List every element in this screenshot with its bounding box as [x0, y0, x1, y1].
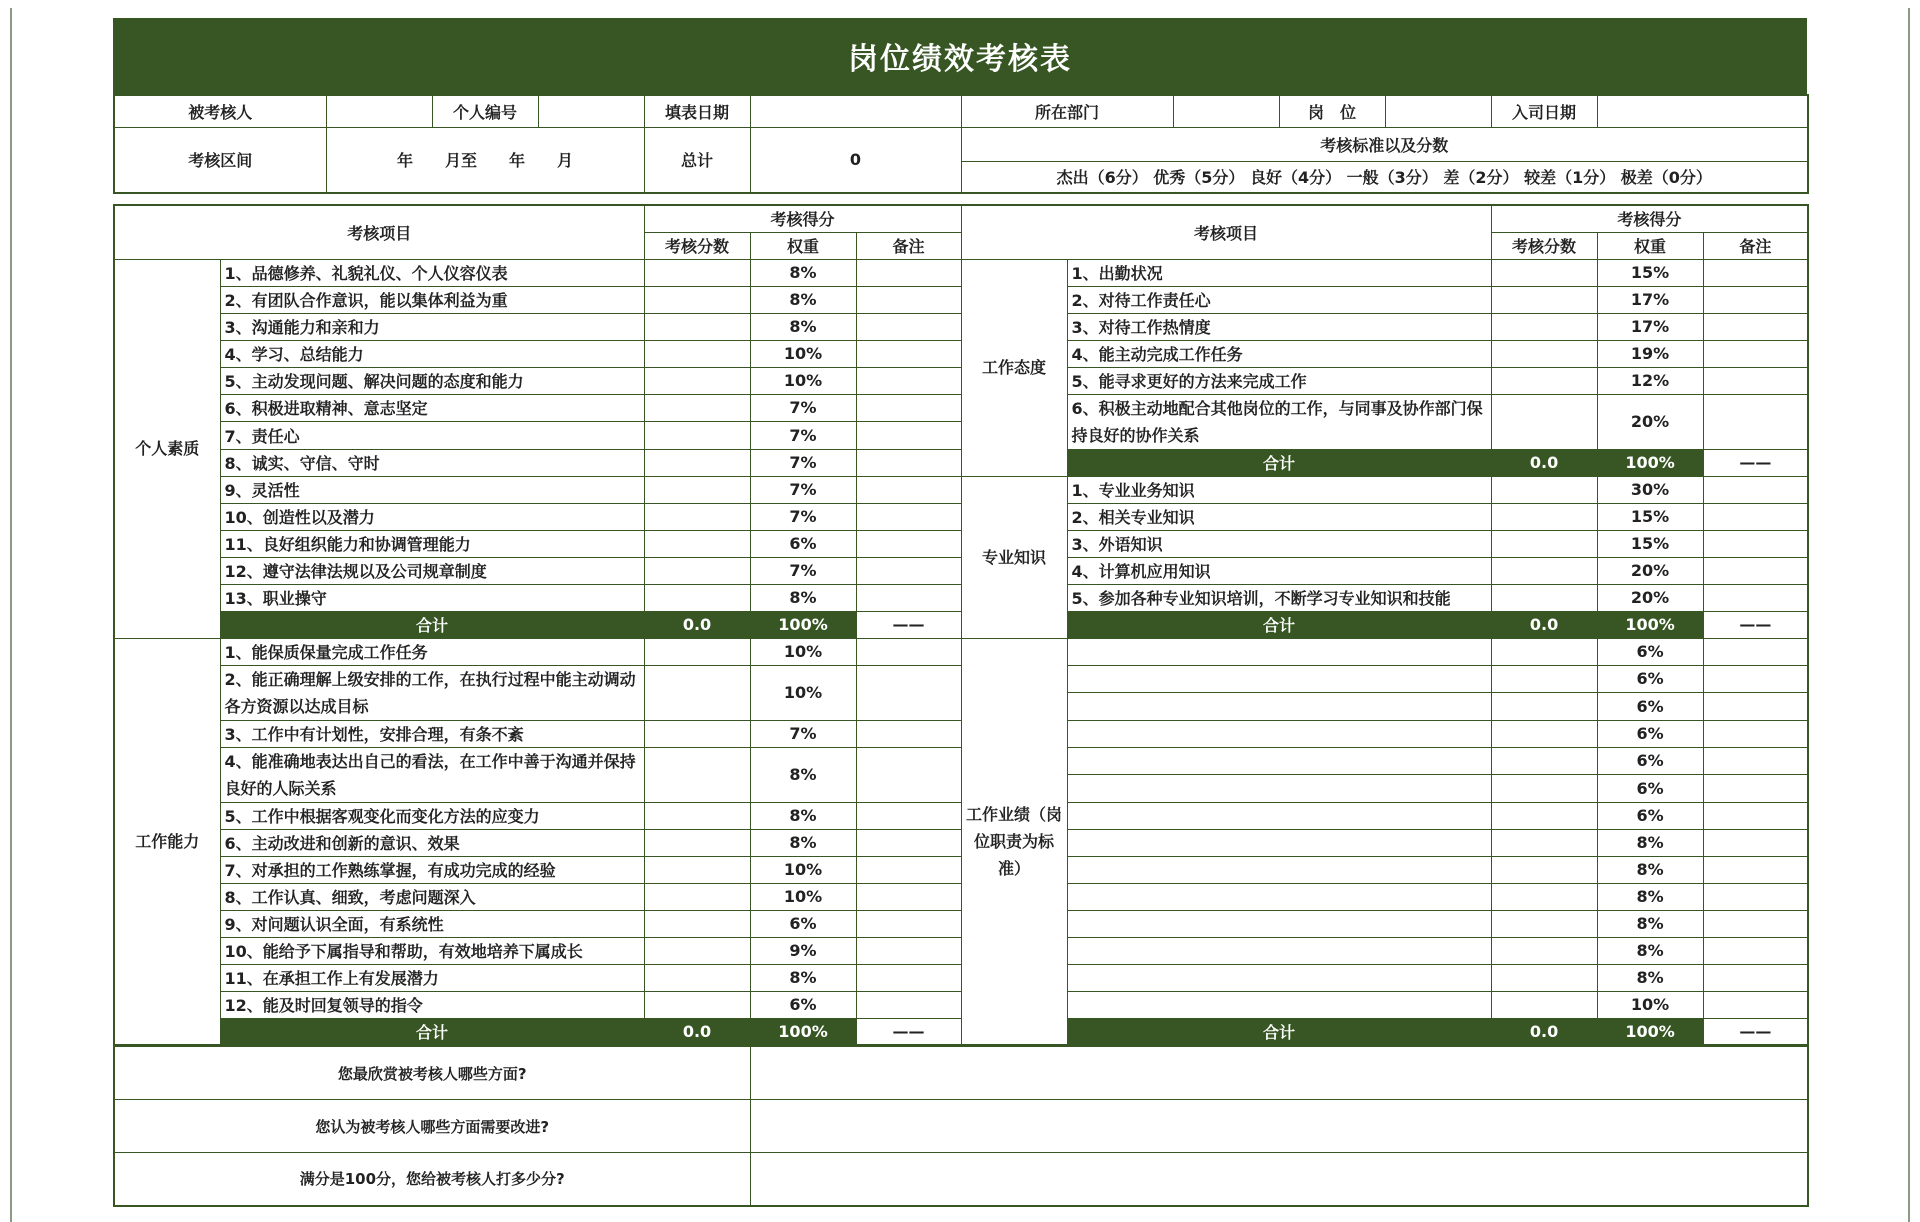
note-input[interactable] — [1703, 530, 1808, 557]
right-knowledge-sum-label: 合计 — [1067, 611, 1491, 638]
right-performance-sum-note: —— — [1703, 1018, 1808, 1045]
criterion-label: 11、在承担工作上有发展潜力 — [220, 964, 644, 991]
criterion-input[interactable] — [1067, 638, 1491, 665]
score-input[interactable] — [644, 476, 750, 503]
evaluation-body — [114, 205, 1808, 1045]
weight-value: 6% — [1597, 638, 1703, 665]
score-input[interactable] — [644, 503, 750, 530]
criterion-label: 5、能寻求更好的方法来完成工作 — [1067, 367, 1491, 394]
score-input[interactable] — [644, 638, 750, 665]
note-input[interactable] — [1703, 557, 1808, 584]
score-input[interactable] — [644, 883, 750, 910]
weight-value: 8% — [750, 829, 856, 856]
weight-value: 8% — [750, 802, 856, 829]
note-input[interactable] — [1703, 367, 1808, 394]
note-input[interactable] — [1703, 720, 1808, 747]
table-row — [114, 1018, 1808, 1045]
note-input[interactable] — [856, 910, 961, 937]
score-input[interactable] — [1491, 313, 1597, 340]
table-row — [114, 313, 1808, 340]
table-row — [114, 720, 1808, 747]
score-input[interactable] — [644, 991, 750, 1018]
score-input[interactable] — [1491, 937, 1597, 964]
score-input[interactable] — [1491, 883, 1597, 910]
table-row — [114, 937, 1808, 964]
score-input[interactable] — [644, 964, 750, 991]
weight-value: 8% — [1597, 883, 1703, 910]
criterion-input[interactable] — [1067, 910, 1491, 937]
fill-date-field[interactable] — [750, 95, 961, 127]
note-input[interactable] — [856, 503, 961, 530]
weight-value: 6% — [1597, 693, 1703, 721]
criterion-label: 2、对待工作责任心 — [1067, 286, 1491, 313]
criterion-input[interactable] — [1067, 747, 1491, 775]
left-personal-sum-weight: 100% — [750, 611, 856, 638]
note-input[interactable] — [856, 747, 961, 802]
left-ability-sum-weight: 100% — [750, 1018, 856, 1045]
note-input[interactable] — [856, 665, 961, 720]
note-input[interactable] — [856, 584, 961, 611]
note-input[interactable] — [856, 367, 961, 394]
score-input[interactable] — [644, 530, 750, 557]
criterion-input[interactable] — [1067, 829, 1491, 856]
table-row — [114, 856, 1808, 883]
right-category-label: 工作态度 — [961, 259, 1067, 476]
score-input[interactable] — [644, 557, 750, 584]
criterion-label: 7、责任心 — [220, 422, 644, 450]
total-value: 0 — [750, 127, 961, 193]
score-input[interactable] — [644, 910, 750, 937]
table-row — [114, 964, 1808, 991]
criterion-label: 8、诚实、守信、守时 — [220, 449, 644, 476]
table-row — [114, 557, 1808, 584]
weight-value: 8% — [1597, 937, 1703, 964]
note-input[interactable] — [856, 964, 961, 991]
weight-value: 8% — [750, 964, 856, 991]
criterion-label: 1、出勤状况 — [1067, 259, 1491, 286]
weight-value: 6% — [1597, 665, 1703, 693]
score-input[interactable] — [1491, 747, 1597, 775]
right-score-header: 考核分数 — [1491, 232, 1597, 259]
criterion-label: 4、学习、总结能力 — [220, 340, 644, 367]
left-note-header: 备注 — [856, 232, 961, 259]
weight-value: 6% — [1597, 747, 1703, 775]
table-row — [114, 910, 1808, 937]
note-input[interactable] — [1703, 503, 1808, 530]
evaluation-table — [113, 204, 1809, 1046]
score-input[interactable] — [1491, 286, 1597, 313]
note-input[interactable] — [856, 883, 961, 910]
note-input[interactable] — [856, 530, 961, 557]
weight-value: 7% — [750, 449, 856, 476]
note-input[interactable] — [1703, 693, 1808, 721]
weight-value: 7% — [750, 503, 856, 530]
note-input[interactable] — [856, 476, 961, 503]
note-input[interactable] — [856, 829, 961, 856]
note-input[interactable] — [856, 286, 961, 313]
note-input[interactable] — [856, 557, 961, 584]
dept-label: 所在部门 — [961, 95, 1173, 127]
table-row — [114, 503, 1808, 530]
table-row — [114, 476, 1808, 503]
dept-field[interactable] — [1173, 95, 1279, 127]
criterion-label: 3、沟通能力和亲和力 — [220, 313, 644, 340]
note-input[interactable] — [856, 802, 961, 829]
left-personal-sum-score: 0.0 — [644, 611, 750, 638]
table-row — [114, 367, 1808, 394]
weight-value: 8% — [1597, 964, 1703, 991]
fill-date-label: 填表日期 — [644, 95, 750, 127]
weight-value: 6% — [1597, 720, 1703, 747]
weight-value: 10% — [750, 665, 856, 720]
weight-value: 8% — [1597, 856, 1703, 883]
table-row — [114, 394, 1808, 422]
table-row — [114, 991, 1808, 1018]
note-input[interactable] — [1703, 910, 1808, 937]
weight-value: 7% — [750, 476, 856, 503]
table-row — [114, 883, 1808, 910]
weight-value: 17% — [1597, 286, 1703, 313]
criterion-label: 3、工作中有计划性，安排合理，有条不紊 — [220, 720, 644, 747]
criterion-label: 12、能及时回复领导的指令 — [220, 991, 644, 1018]
weight-value: 10% — [750, 856, 856, 883]
weight-value: 19% — [1597, 340, 1703, 367]
weight-value: 8% — [750, 313, 856, 340]
join-date-field[interactable] — [1597, 95, 1808, 127]
left-score-header: 考核分数 — [644, 232, 750, 259]
left-personal-sum-note: —— — [856, 611, 961, 638]
standard-title: 考核标准以及分数 — [961, 127, 1808, 161]
right-knowledge-sum-weight: 100% — [1597, 611, 1703, 638]
weight-value: 8% — [750, 259, 856, 286]
note-input[interactable] — [1703, 286, 1808, 313]
weight-value: 20% — [1597, 394, 1703, 449]
criterion-input[interactable] — [1067, 802, 1491, 829]
criterion-label: 10、创造性以及潜力 — [220, 503, 644, 530]
examinee-field[interactable] — [326, 95, 432, 127]
table-row — [114, 530, 1808, 557]
note-input[interactable] — [1703, 856, 1808, 883]
score-input[interactable] — [644, 720, 750, 747]
weight-value: 6% — [1597, 775, 1703, 803]
criterion-label: 2、相关专业知识 — [1067, 503, 1491, 530]
note-input[interactable] — [856, 991, 961, 1018]
feedback-question-2: 您认为被考核人哪些方面需要改进? — [114, 1100, 750, 1153]
weight-value: 7% — [750, 720, 856, 747]
right-attitude-sum-weight: 100% — [1597, 449, 1703, 476]
weight-value: 6% — [750, 991, 856, 1018]
score-input[interactable] — [644, 802, 750, 829]
score-input[interactable] — [1491, 910, 1597, 937]
score-input[interactable] — [1491, 503, 1597, 530]
score-input[interactable] — [644, 449, 750, 476]
score-input[interactable] — [1491, 557, 1597, 584]
note-input[interactable] — [1703, 638, 1808, 665]
note-input[interactable] — [1703, 883, 1808, 910]
criterion-label: 2、能正确理解上级安排的工作，在执行过程中能主动调动各方资源以达成目标 — [220, 665, 644, 720]
weight-value: 9% — [750, 937, 856, 964]
score-input[interactable] — [1491, 259, 1597, 286]
weight-value: 20% — [1597, 584, 1703, 611]
period-label: 考核区间 — [114, 127, 326, 193]
score-input[interactable] — [1491, 367, 1597, 394]
weight-value: 8% — [750, 584, 856, 611]
note-input[interactable] — [1703, 476, 1808, 503]
right-performance-sum-score: 0.0 — [1491, 1018, 1597, 1045]
weight-value: 7% — [750, 557, 856, 584]
score-input[interactable] — [644, 313, 750, 340]
left-personal-sum-label: 合计 — [220, 611, 644, 638]
feedback-question-3: 满分是100分，您给被考核人打多少分? — [114, 1153, 750, 1206]
score-input[interactable] — [1491, 964, 1597, 991]
score-input[interactable] — [644, 747, 750, 802]
score-input[interactable] — [1491, 665, 1597, 693]
table-row — [114, 802, 1808, 829]
score-input[interactable] — [1491, 720, 1597, 747]
table-row — [114, 286, 1808, 313]
right-knowledge-sum-note: —— — [1703, 611, 1808, 638]
weight-value: 6% — [750, 530, 856, 557]
right-score-group-header: 考核得分 — [1491, 205, 1808, 232]
criterion-label: 1、品德修养、礼貌礼仪、个人仪容仪表 — [220, 259, 644, 286]
right-performance-sum-weight: 100% — [1597, 1018, 1703, 1045]
left-weight-header: 权重 — [750, 232, 856, 259]
weight-value: 17% — [1597, 313, 1703, 340]
right-category-label: 工作业绩（岗位职责为标准） — [961, 638, 1067, 1045]
table-row — [114, 259, 1808, 286]
criterion-label: 5、主动发现问题、解决问题的态度和能力 — [220, 367, 644, 394]
left-item-header: 考核项目 — [114, 205, 644, 259]
note-input[interactable] — [1703, 937, 1808, 964]
criterion-label: 2、有团队合作意识，能以集体利益为重 — [220, 286, 644, 313]
score-input[interactable] — [1491, 829, 1597, 856]
post-field[interactable] — [1385, 95, 1491, 127]
note-input[interactable] — [856, 856, 961, 883]
note-input[interactable] — [1703, 802, 1808, 829]
criterion-label: 7、对承担的工作熟练掌握，有成功完成的经验 — [220, 856, 644, 883]
weight-value: 10% — [750, 638, 856, 665]
criterion-input[interactable] — [1067, 693, 1491, 721]
score-input[interactable] — [1491, 394, 1597, 449]
note-input[interactable] — [1703, 394, 1808, 449]
right-knowledge-sum-score: 0.0 — [1491, 611, 1597, 638]
id-label: 个人编号 — [432, 95, 538, 127]
total-label: 总计 — [644, 127, 750, 193]
criterion-input[interactable] — [1067, 720, 1491, 747]
weight-value: 8% — [750, 747, 856, 802]
note-input[interactable] — [1703, 964, 1808, 991]
score-input[interactable] — [644, 829, 750, 856]
criterion-input[interactable] — [1067, 937, 1491, 964]
weight-value: 12% — [1597, 367, 1703, 394]
appraisal-sheet — [113, 18, 1807, 1207]
period-field[interactable]: 年 月至 年 月 — [326, 127, 644, 193]
criterion-label: 1、能保质保量完成工作任务 — [220, 638, 644, 665]
left-ability-sum-note: —— — [856, 1018, 961, 1045]
page-title: 岗位绩效考核表 — [113, 18, 1807, 94]
section-gap — [113, 194, 1807, 204]
feedback-answer-1[interactable] — [750, 1047, 1808, 1100]
score-input[interactable] — [644, 367, 750, 394]
score-input[interactable] — [1491, 856, 1597, 883]
criterion-label: 13、职业操守 — [220, 584, 644, 611]
note-input[interactable] — [1703, 340, 1808, 367]
score-input[interactable] — [644, 422, 750, 450]
score-input[interactable] — [1491, 530, 1597, 557]
criterion-label: 4、能主动完成工作任务 — [1067, 340, 1491, 367]
score-input[interactable] — [644, 286, 750, 313]
join-date-label: 入司日期 — [1491, 95, 1597, 127]
weight-value: 8% — [1597, 910, 1703, 937]
left-ability-sum-score: 0.0 — [644, 1018, 750, 1045]
criterion-label: 1、专业业务知识 — [1067, 476, 1491, 503]
note-input[interactable] — [856, 394, 961, 422]
score-input[interactable] — [1491, 638, 1597, 665]
note-input[interactable] — [1703, 665, 1808, 693]
feedback-question-1: 您最欣赏被考核人哪些方面? — [114, 1047, 750, 1100]
score-input[interactable] — [1491, 693, 1597, 721]
right-performance-sum-label: 合计 — [1067, 1018, 1491, 1045]
criterion-input[interactable] — [1067, 883, 1491, 910]
score-input[interactable] — [1491, 340, 1597, 367]
feedback-table — [113, 1046, 1809, 1207]
score-input[interactable] — [644, 665, 750, 720]
criterion-label: 5、参加各种专业知识培训，不断学习专业知识和技能 — [1067, 584, 1491, 611]
weight-value: 15% — [1597, 530, 1703, 557]
feedback-answer-3[interactable] — [750, 1153, 1808, 1206]
table-row — [114, 829, 1808, 856]
criterion-label: 5、工作中根据客观变化而变化方法的应变力 — [220, 802, 644, 829]
table-row — [114, 665, 1808, 693]
score-input[interactable] — [1491, 991, 1597, 1018]
post-label: 岗 位 — [1279, 95, 1385, 127]
criterion-label: 6、积极进取精神、意志坚定 — [220, 394, 644, 422]
criterion-label: 4、能准确地表达出自己的看法，在工作中善于沟通并保持良好的人际关系 — [220, 747, 644, 802]
score-input[interactable] — [644, 856, 750, 883]
criterion-label: 3、对待工作热情度 — [1067, 313, 1491, 340]
criterion-label: 8、工作认真、细致，考虑问题深入 — [220, 883, 644, 910]
note-input[interactable] — [856, 937, 961, 964]
note-input[interactable] — [1703, 991, 1808, 1018]
score-input[interactable] — [644, 340, 750, 367]
score-input[interactable] — [644, 937, 750, 964]
weight-value: 6% — [1597, 802, 1703, 829]
standard-text: 杰出（6分） 优秀（5分） 良好（4分） 一般（3分） 差（2分） 较差（1分） 极差（0分） — [961, 161, 1808, 193]
criterion-label: 6、主动改进和创新的意识、效果 — [220, 829, 644, 856]
weight-value: 15% — [1597, 503, 1703, 530]
right-attitude-sum-label: 合计 — [1067, 449, 1491, 476]
score-input[interactable] — [1491, 584, 1597, 611]
feedback-answer-2[interactable] — [750, 1100, 1808, 1153]
weight-value: 10% — [750, 367, 856, 394]
right-attitude-sum-score: 0.0 — [1491, 449, 1597, 476]
note-input[interactable] — [1703, 747, 1808, 775]
left-score-group-header: 考核得分 — [644, 205, 961, 232]
score-input[interactable] — [644, 584, 750, 611]
right-weight-header: 权重 — [1597, 232, 1703, 259]
left-category-label: 工作能力 — [114, 638, 220, 1045]
examinee-label: 被考核人 — [114, 95, 326, 127]
criterion-input[interactable] — [1067, 856, 1491, 883]
criterion-label: 9、对问题认识全面，有系统性 — [220, 910, 644, 937]
criterion-input[interactable] — [1067, 665, 1491, 693]
criterion-label: 12、遵守法律法规以及公司规章制度 — [220, 557, 644, 584]
note-input[interactable] — [1703, 259, 1808, 286]
criterion-label: 4、计算机应用知识 — [1067, 557, 1491, 584]
weight-value: 8% — [750, 286, 856, 313]
criterion-label: 10、能给予下属指导和帮助，有效地培养下属成长 — [220, 937, 644, 964]
note-input[interactable] — [856, 638, 961, 665]
table-row — [114, 747, 1808, 775]
criterion-label: 9、灵活性 — [220, 476, 644, 503]
score-input[interactable] — [1491, 802, 1597, 829]
right-item-header: 考核项目 — [961, 205, 1491, 259]
note-input[interactable] — [1703, 584, 1808, 611]
note-input[interactable] — [856, 422, 961, 450]
weight-value: 30% — [1597, 476, 1703, 503]
score-input[interactable] — [644, 259, 750, 286]
right-note-header: 备注 — [1703, 232, 1808, 259]
left-category-label: 个人素质 — [114, 259, 220, 638]
note-input[interactable] — [856, 313, 961, 340]
weight-value: 6% — [750, 910, 856, 937]
table-row — [114, 611, 1808, 638]
score-input[interactable] — [644, 394, 750, 422]
note-input[interactable] — [856, 259, 961, 286]
criterion-label: 11、良好组织能力和协调管理能力 — [220, 530, 644, 557]
weight-value: 10% — [750, 340, 856, 367]
table-row — [114, 340, 1808, 367]
criterion-label: 3、外语知识 — [1067, 530, 1491, 557]
criterion-input[interactable] — [1067, 991, 1491, 1018]
weight-value: 10% — [750, 883, 856, 910]
score-input[interactable] — [1491, 775, 1597, 803]
note-input[interactable] — [856, 340, 961, 367]
weight-value: 7% — [750, 394, 856, 422]
left-ability-sum-label: 合计 — [220, 1018, 644, 1045]
note-input[interactable] — [1703, 829, 1808, 856]
id-field[interactable] — [538, 95, 644, 127]
note-input[interactable] — [1703, 313, 1808, 340]
criterion-label: 6、积极主动地配合其他岗位的工作，与同事及协作部门保持良好的协作关系 — [1067, 394, 1491, 449]
table-row — [114, 584, 1808, 611]
table-row — [114, 638, 1808, 665]
note-input[interactable] — [856, 449, 961, 476]
right-attitude-sum-note: —— — [1703, 449, 1808, 476]
criterion-input[interactable] — [1067, 964, 1491, 991]
weight-value: 20% — [1597, 557, 1703, 584]
table-row — [114, 449, 1808, 476]
right-category-label: 专业知识 — [961, 476, 1067, 638]
criterion-input[interactable] — [1067, 775, 1491, 803]
weight-value: 10% — [1597, 991, 1703, 1018]
weight-value: 15% — [1597, 259, 1703, 286]
weight-value: 7% — [750, 422, 856, 450]
weight-value: 8% — [1597, 829, 1703, 856]
header-table — [113, 94, 1809, 194]
note-input[interactable] — [1703, 775, 1808, 803]
note-input[interactable] — [856, 720, 961, 747]
score-input[interactable] — [1491, 476, 1597, 503]
